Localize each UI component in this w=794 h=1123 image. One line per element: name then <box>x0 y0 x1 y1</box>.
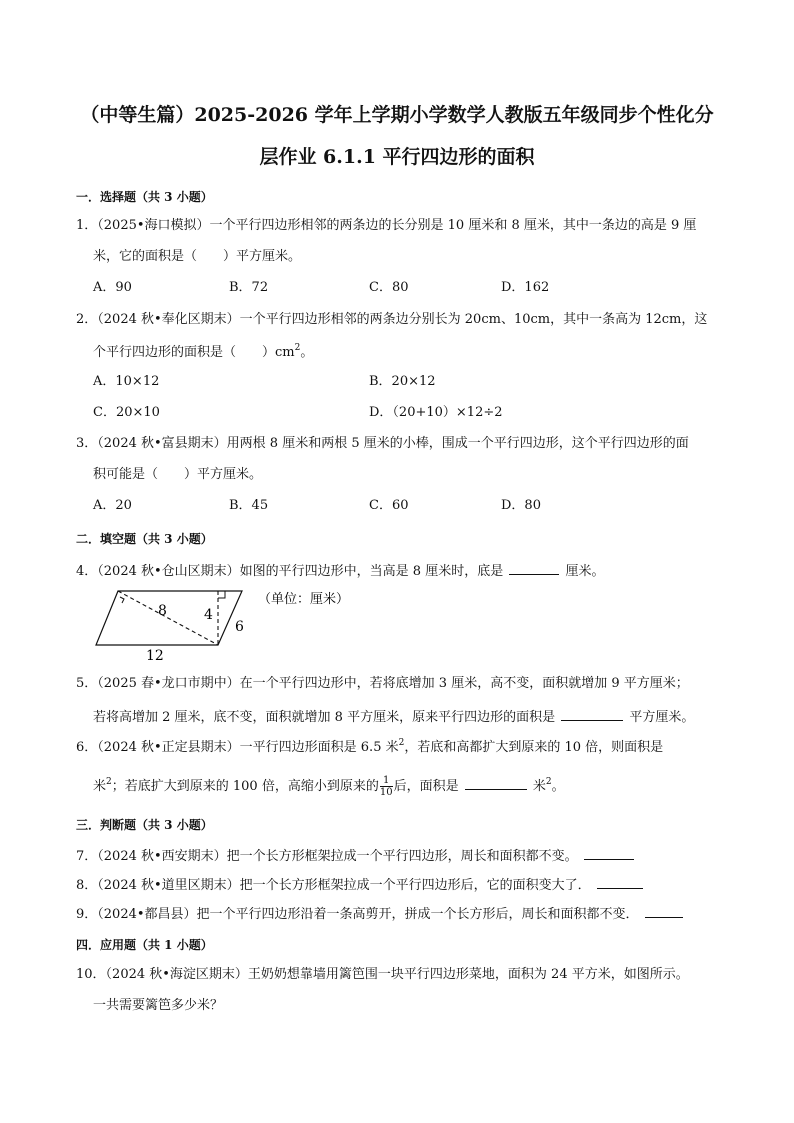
q2-line2-text: 个平行四边形的面积是（ ）cm <box>93 345 295 360</box>
q5-line2-text: 若将高增加 2 厘米，底不变，面积就增加 8 平方厘米，原来平行四边形的面积是 <box>93 710 556 725</box>
q1-option-d: D．162 <box>501 280 550 295</box>
q5-line1: 5．（2025 春•龙口市期中）在一个平行四边形中，若将底增加 3 厘米，高不变，面积就增加 9 平方厘米； <box>76 676 689 691</box>
height-8-line <box>118 591 218 645</box>
section-heading-judge: 三．判断题（共 3 小题） <box>76 818 213 832</box>
q9-text: 9．（2024•都昌县）把一个平行四边形沿着一条高剪开，拼成一个长方形后，周长和面积都不变． <box>76 907 639 922</box>
section-heading-choice: 一．选择题（共 3 小题） <box>76 190 213 204</box>
q1-option-c: C．80 <box>369 280 409 295</box>
q7-answer-blank[interactable] <box>584 847 634 860</box>
q7-line <box>76 847 636 863</box>
q1-line1: 1．（2025•海口模拟）一个平行四边形相邻的两条边的长分别是 10 厘米和 8 厘米，其中一条边的高是 9 厘 <box>76 218 697 233</box>
label-12: 12 <box>146 648 164 664</box>
q6-line2 <box>93 768 565 801</box>
q3-option-d: D．80 <box>501 498 541 513</box>
q3-option-c: C．60 <box>369 498 409 513</box>
q4-line1-end: 厘米。 <box>565 564 605 579</box>
unit-label: （单位：厘米） <box>258 592 350 607</box>
q1-option-b: B．72 <box>229 280 269 295</box>
parallelogram-figure <box>90 586 380 666</box>
fraction-one-tenth <box>380 775 393 798</box>
q9-answer-blank[interactable] <box>645 905 683 918</box>
q2-line2-sup: 2 <box>294 343 301 353</box>
q6-line2-after: 后，面积是 <box>393 779 459 794</box>
q3-option-a: A．20 <box>93 498 132 513</box>
q2-option-a: A．10×12 <box>93 374 160 389</box>
q4-line1 <box>76 562 605 578</box>
q3-option-b: B．45 <box>229 498 269 513</box>
q6-line2-sup2: 2 <box>545 777 552 787</box>
q5-answer-blank[interactable] <box>561 708 623 721</box>
label-8: 8 <box>158 603 167 619</box>
q2-line1: 2．（2024 秋•奉化区期末）一个平行四边形相邻的两条边分别长为 20cm、10cm，其中一条高为 12cm，这 <box>76 312 708 327</box>
fraction-denominator: 10 <box>379 787 393 798</box>
q4-line1-text: 4．（2024 秋•仓山区期末）如图的平行四边形中，当高是 8 厘米时，底是 <box>76 564 504 579</box>
q6-line1 <box>76 739 663 754</box>
q5-line2-end: 平方厘米。 <box>629 710 695 725</box>
q10-line2: 一共需要篱笆多少米？ <box>93 998 224 1013</box>
q6-line2-unit2: 米 <box>532 779 546 794</box>
q6-line1-sup: 2 <box>398 738 405 748</box>
section-heading-application: 四．应用题（共 1 小题） <box>76 938 213 952</box>
q6-line2-end: 。 <box>551 779 565 794</box>
q1-option-a: A．90 <box>93 280 132 295</box>
q4-answer-blank[interactable] <box>509 562 559 575</box>
q2-line2 <box>93 344 313 359</box>
q5-line2 <box>93 708 694 724</box>
q2-option-b: B．20×12 <box>369 374 436 389</box>
fraction-numerator: 1 <box>380 775 393 787</box>
q2-option-d: D．（20+10）×12÷2 <box>369 405 503 420</box>
q6-line2-sup: 2 <box>106 777 112 787</box>
q8-answer-blank[interactable] <box>597 876 643 889</box>
section-heading-fill: 二．填空题（共 3 小题） <box>76 532 213 546</box>
q2-line2-end: 。 <box>300 345 314 360</box>
q3-line2: 积可能是（ ）平方厘米。 <box>93 467 263 482</box>
page-title-line2: 层作业 6.1.1 平行四边形的面积 <box>259 146 535 168</box>
q1-line2: 米，它的面积是（ ）平方厘米。 <box>93 249 302 264</box>
right-angle-mark-top <box>218 591 225 598</box>
label-6: 6 <box>235 619 244 635</box>
label-4: 4 <box>204 607 213 623</box>
q6-answer-blank[interactable] <box>465 777 527 790</box>
q6-line2-text: ；若底扩大到原来的 100 倍，高缩小到原来的 <box>111 779 379 794</box>
page-title-line1: （中等生篇）2025-2026 学年上学期小学数学人教版五年级同步个性化分 <box>80 104 714 126</box>
right-angle-mark-left <box>120 597 124 603</box>
q3-line1: 3．（2024 秋•富县期末）用两根 8 厘米和两根 5 厘米的小棒，围成一个平行四边形，这个平行四边形的面 <box>76 436 689 451</box>
q8-text: 8．（2024 秋•道里区期末）把一个长方形框架拉成一个平行四边形后，它的面积变大了． <box>76 878 591 893</box>
q7-text: 7．（2024 秋•西安期末）把一个长方形框架拉成一个平行四边形，周长和面积都不变。 <box>76 849 578 864</box>
q2-option-c: C．20×10 <box>93 405 160 420</box>
q9-line <box>76 905 685 921</box>
q8-line <box>76 876 645 892</box>
q6-line2-unit: 米 <box>93 779 107 794</box>
q6-line1-end: ，若底和高都扩大到原来的 10 倍，则面积是 <box>404 740 664 755</box>
q10-line1: 10．（2024 秋•海淀区期末）王奶奶想靠墙用篱笆围一块平行四边形菜地，面积为 24 平方米，如图所示。 <box>76 967 689 982</box>
q6-line1-text: 6．（2024 秋•正定县期末）一平行四边形面积是 6.5 米 <box>76 740 399 755</box>
